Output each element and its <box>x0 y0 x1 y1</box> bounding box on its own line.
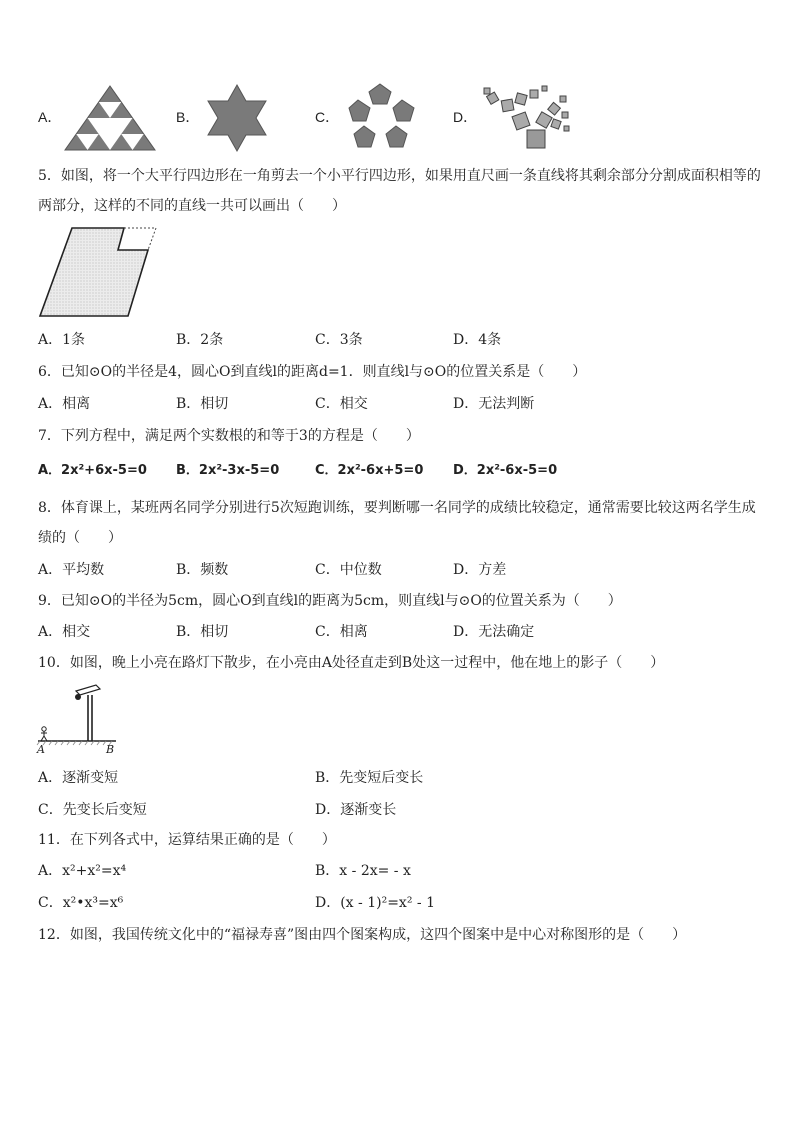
q10-text: 10．如图，晚上小亮在路灯下散步，在小亮由A处径直走到B处这一过程中，他在地上的影子（ ） <box>38 655 665 671</box>
q9-option-a: A．相交 <box>38 624 91 640</box>
pentagon-ring-figure <box>344 82 416 152</box>
q10-option-c: C．先变长后变短 <box>38 802 147 818</box>
pythagoras-tree-figure <box>482 84 574 150</box>
q5-text-line1: 5．如图，将一个大平行四边形在一角剪去一个小平行四边形，如果用直尺画一条直线将其剩余部分分割成面积相等的 <box>38 168 761 184</box>
q9-option-d: D．无法确定 <box>453 624 535 640</box>
q4-option-b-label: B． <box>176 109 200 125</box>
parallelogram-cut-figure <box>38 226 160 318</box>
q11-option-c: C．x²•x³=x⁶ <box>38 895 124 911</box>
q7-option-d: D．2x²-6x-5=0 <box>453 463 558 478</box>
q9-option-c: C．相离 <box>315 624 368 640</box>
q6-text: 6．已知⊙O的半径是4，圆心O到直线l的距离d=1．则直线l与⊙O的位置关系是（ ） <box>38 364 587 380</box>
q9-text: 9．已知⊙O的半径为5cm，圆心O到直线l的距离为5cm，则直线l与⊙O的位置关系为（ ） <box>38 593 622 609</box>
q6-option-a: A．相离 <box>38 396 91 412</box>
q6-option-c: C．相交 <box>315 396 368 412</box>
point-b-label: B <box>106 743 115 756</box>
six-pointed-star-figure <box>206 84 268 152</box>
q8-option-d: D．方差 <box>453 562 507 578</box>
q8-option-c: C．中位数 <box>315 562 382 578</box>
q6-option-b: B．相切 <box>176 396 229 412</box>
q11-text: 11．在下列各式中，运算结果正确的是（ ） <box>38 832 336 848</box>
q8-text-line2: 绩的（ ） <box>38 530 122 546</box>
q12-text: 12．如图，我国传统文化中的“福禄寿喜”图由四个图案构成，这四个图案中是中心对称图形的是（ ） <box>38 927 687 943</box>
q4-option-d-label: D． <box>453 109 478 125</box>
q11-option-d: D．(x - 1)²=x² - 1 <box>315 895 435 911</box>
q5-option-a: A．1条 <box>38 332 86 348</box>
q7-option-c: C．2x²-6x+5=0 <box>315 463 424 478</box>
q6-option-d: D．无法判断 <box>453 396 535 412</box>
q5-text-line2: 两部分，这样的不同的直线一共可以画出（ ） <box>38 198 346 214</box>
q7-text: 7．下列方程中，满足两个实数根的和等于3的方程是（ ） <box>38 428 420 444</box>
q8-option-b: B．频数 <box>176 562 229 578</box>
q11-option-b: B．x - 2x= - x <box>315 863 411 879</box>
q9-option-b: B．相切 <box>176 624 229 640</box>
sierpinski-triangle-figure <box>64 85 156 151</box>
q8-option-a: A．平均数 <box>38 562 105 578</box>
q7-option-b: B．2x²-3x-5=0 <box>176 463 280 478</box>
q10-option-a: A．逐渐变短 <box>38 770 119 786</box>
q4-option-c-label: C． <box>315 109 340 125</box>
q5-option-b: B．2条 <box>176 332 224 348</box>
q10-option-b: B．先变短后变长 <box>315 770 424 786</box>
q5-option-d: D．4条 <box>453 332 502 348</box>
q7-option-a: A．2x²+6x-5=0 <box>38 463 147 478</box>
q10-option-d: D．逐渐变长 <box>315 802 397 818</box>
point-a-label: A <box>37 743 45 756</box>
q4-option-a-label: A． <box>38 109 62 125</box>
q8-text-line1: 8．体育课上，某班两名同学分别进行5次短跑训练，要判断哪一名同学的成绩比较稳定，通常需要比较这两名学生成 <box>38 500 756 516</box>
q5-option-c: C．3条 <box>315 332 363 348</box>
q11-option-a: A．x²+x²=x⁴ <box>38 863 127 879</box>
